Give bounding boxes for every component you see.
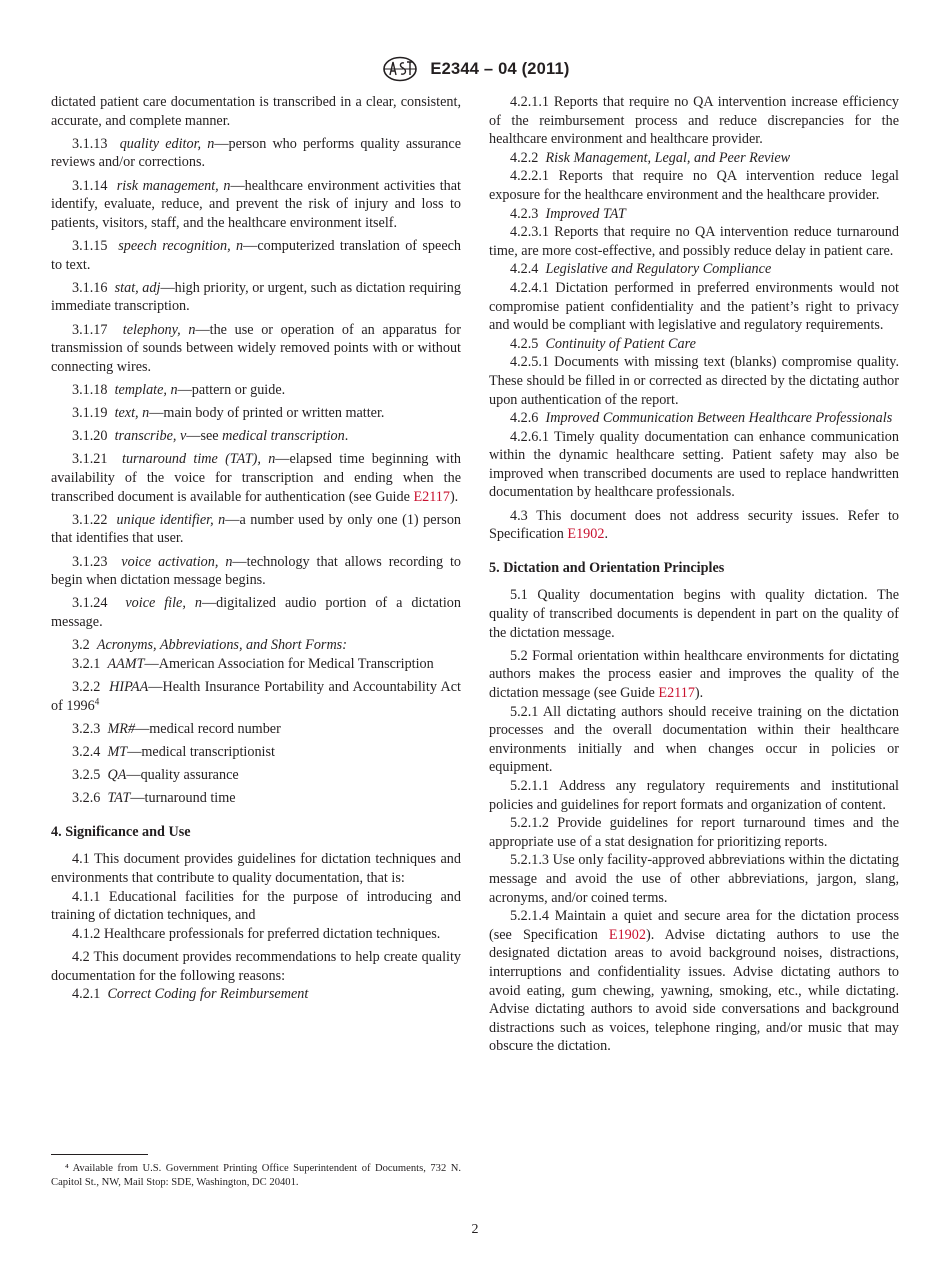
subsection-4-2-4: 4.2.4 Legislative and Regulatory Compliance bbox=[510, 261, 772, 278]
definition-3-1-22: 3.1.22 unique identifier, n—a number used by only one (1) person that identifies that user. bbox=[51, 511, 462, 547]
page-number: 2 bbox=[471, 1222, 479, 1237]
document-code: E2344 – 04 (2011) bbox=[430, 59, 570, 78]
footnote-divider bbox=[51, 1154, 148, 1155]
subsection-4-2-6: 4.2.6 Improved Communication Between Healthcare Professionals bbox=[510, 410, 893, 427]
definition-3-1-15: 3.1.15 speech recognition, n—computerized translation of speech to text. bbox=[51, 237, 462, 273]
paragraph-4-2-2-1: 4.2.2.1 Reports that require no QA intervention reduce legal exposure for the healthcare environment and the healthcare provider. bbox=[489, 168, 899, 203]
paragraph-4-1: 4.1 This document provides guidelines for dictation techniques and environments that contribute to quality documentation, that is: bbox=[51, 851, 461, 887]
paragraph-4-2: 4.2 This document provides recommendations to help create quality documentation for the following reasons: bbox=[51, 949, 461, 984]
right-column bbox=[489, 93, 899, 1056]
acronym-3-2-4: 3.2.4 MT—medical transcriptionist bbox=[72, 743, 275, 760]
paragraph-5-2-1: 5.2.1 All dictating authors should receive training on the dictation processes and the overall documentation within their healthcare environments initially and when changes occur in policies or equipment. bbox=[489, 703, 899, 776]
section-heading-5: 5. Dictation and Orientation Principles bbox=[489, 559, 725, 576]
acronym-3-2-3: 3.2.3 MR#—medical record number bbox=[72, 720, 281, 737]
page-header bbox=[0, 56, 950, 82]
paragraph-5-2-1-2: 5.2.1.2 Provide guidelines for report turnaround times and the appropriate use of a stat designation for prioritizing reports. bbox=[489, 815, 899, 850]
paragraph-4-2-1-1: 4.2.1.1 Reports that require no QA intervention increase efficiency of the reimbursement process and reduce discrepancies for the healthcare environment and healthcare provider. bbox=[489, 94, 899, 148]
paragraph-5-2: 5.2 Formal orientation within healthcare environments for dictating authors makes the process easier and improves the quality of the dictation message (see Guide E2117). bbox=[489, 647, 899, 701]
definition-3-1-23: 3.1.23 voice activation, n—technology that allows recording to begin when dictation message begins. bbox=[51, 553, 461, 589]
paragraph-4-1-2: 4.1.2 Healthcare professionals for preferred dictation techniques. bbox=[72, 925, 441, 942]
acronym-3-2-5: 3.2.5 QA—quality assurance bbox=[72, 767, 239, 784]
reference-link-e1902[interactable]: E1902 bbox=[608, 926, 646, 943]
paragraph-4-2-6-1: 4.2.6.1 Timely quality documentation can enhance communication within the dynamic healthcare setting. Patient safety may also be improved when transcribed documents are used to replace handwritten documentation by healthcare professionals. bbox=[489, 428, 899, 501]
acronym-3-2-2: 3.2.2 HIPAA—Health Insurance Portability and Accountability Act of 1996$^4$ bbox=[51, 678, 461, 714]
paragraph-4-2-5-1: 4.2.5.1 Documents with missing text (blanks) compromise quality. These should be filled in or corrected as directed by the dictating author upon authentication of the report. bbox=[489, 354, 899, 408]
left-column bbox=[51, 93, 461, 1004]
definition-3-1-14: 3.1.14 risk management, n—healthcare environment activities that identify, evaluate, reduce, and prevent the risk of injury and loss to patients, visitors, staff, and the healthcare environment itself. bbox=[51, 177, 462, 231]
reference-link-e2117[interactable]: E2117 bbox=[658, 685, 695, 701]
paragraph-4-3: 4.3 This document does not address security issues. Refer to Specification E1902. bbox=[489, 507, 899, 543]
subsection-4-2-2: 4.2.2 Risk Management, Legal, and Peer Review bbox=[510, 149, 791, 166]
definition-3-1-24: 3.1.24 voice file, n—digitalized audio portion of a dictation message. bbox=[51, 595, 461, 630]
paragraph-5-2-1-1: 5.2.1.1 Address any regulatory requirements and institutional policies and guidelines for report formats and organization of content. bbox=[489, 777, 899, 813]
definition-3-1-13: 3.1.13 quality editor, n—person who performs quality assurance reviews and/or corrections. bbox=[51, 135, 461, 171]
definition-3-1-19: 3.1.19 text, n—main body of printed or written matter. bbox=[72, 405, 385, 422]
section-heading-4: 4. Significance and Use bbox=[51, 823, 191, 840]
paragraph-5-1: 5.1 Quality documentation begins with quality dictation. The quality of transcribed documents is dependent in part on the quality of the dictation message. bbox=[489, 587, 899, 641]
definition-3-1-20: 3.1.20 transcribe, v—see medical transcription. bbox=[72, 428, 349, 445]
acronym-3-2-6: 3.2.6 TAT—turnaround time bbox=[72, 790, 236, 807]
paragraph-5-2-1-3: 5.2.1.3 Use only facility-approved abbreviations within the dictating message and avoid the use of other abbreviations, jargon, slang, acronyms, and/or coined terms. bbox=[489, 852, 899, 906]
footnote-marker: 4 bbox=[94, 695, 100, 706]
section-3-2-heading: 3.2 Acronyms, Abbreviations, and Short Forms: bbox=[72, 637, 347, 654]
paragraph-4-2-4-1: 4.2.4.1 Dictation performed in preferred environments would not compromise patient confidentiality and the patient’s right to privacy and would be compliant with legislative and regulatory requirements. bbox=[489, 279, 899, 334]
definition-3-1-16: 3.1.16 stat, adj—high priority, or urgent, such as dictation requiring immediate transcription. bbox=[51, 279, 461, 315]
definition-3-1-21: 3.1.21 turnaround time (TAT), n—elapsed time beginning with availability of the voice for transcription and ending when the transcribed document is available for authentication (see Guide E2117). bbox=[51, 451, 461, 505]
subsection-4-2-5: 4.2.5 Continuity of Patient Care bbox=[510, 335, 696, 352]
subsection-4-2-1: 4.2.1 Correct Coding for Reimbursement bbox=[72, 986, 309, 1003]
astm-logo-icon bbox=[380, 56, 420, 82]
reference-link-e1902[interactable]: E1902 bbox=[567, 526, 605, 543]
reference-link-e2117[interactable]: E2117 bbox=[413, 488, 450, 505]
acronym-3-2-1: 3.2.1 AAMT—American Association for Medical Transcription bbox=[72, 655, 434, 672]
footnote: ⁴ Available from U.S. Government Printing Office Superintendent of Documents, 732 N. Capitol St., NW, Mail Stop: SDE, Washington, DC 20401. bbox=[51, 1163, 461, 1189]
paragraph-5-2-1-4: 5.2.1.4 Maintain a quiet and secure area for the dictation process (see Specification E1902). Advise dictating authors to use the designated dictation areas to avoid background noises, distractions, interruptions and confidentiality issues. Advise dictating authors to avoid eating, gum chewing, yawning, smoking, etc., while dictating. Advise dictating authors to avoid side conversations and background distractions such as voices, telephone ringing, and/or music that may obscure the dictation. bbox=[489, 908, 899, 1055]
paragraph-4-1-1: 4.1.1 Educational facilities for the purpose of introducing and training of dictation techniques, and bbox=[51, 888, 461, 924]
paragraph-4-2-3-1: 4.2.3.1 Reports that require no QA intervention reduce turnaround time, are more cost-effective, and possibly reduce delay in patient care. bbox=[489, 224, 899, 259]
definition-3-1-17: 3.1.17 telephony, n—the use or operation of an apparatus for transmission of sounds between widely removed points with or without connecting wires. bbox=[51, 321, 461, 375]
definition-3-1-18: 3.1.18 template, n—pattern or guide. bbox=[72, 381, 286, 398]
paragraph: dictated patient care documentation is transcribed in a clear, consistent, accurate, and complete manner. bbox=[51, 94, 461, 129]
subsection-4-2-3: 4.2.3 Improved TAT bbox=[510, 205, 626, 222]
